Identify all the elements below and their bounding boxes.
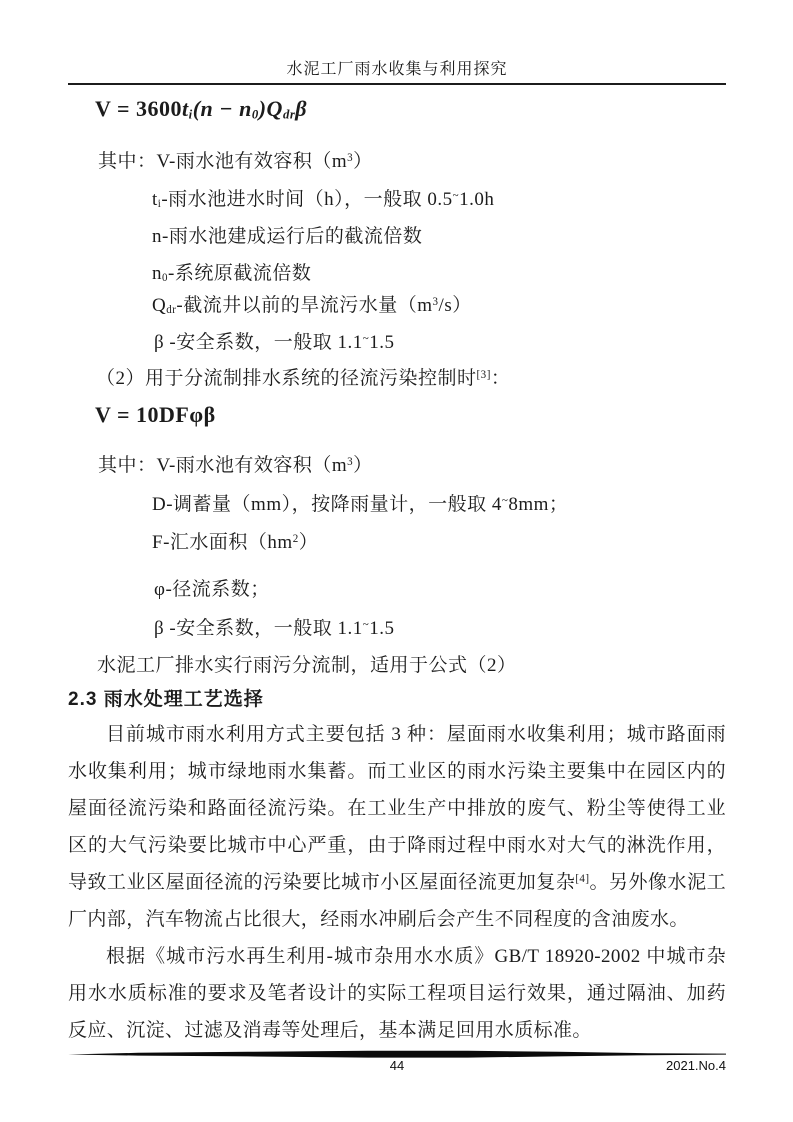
formula-1: $V = 3600t_i(n - n_0)Q_{dr}\beta$ xyxy=(95,96,308,122)
definitions1-t-line: $t_i-$雨水池进水时间（h），一般取 0.5~1.0h xyxy=(152,189,495,211)
where-label-2: 其中： xyxy=(98,455,157,476)
item2-line: （2）用于分流制排水系统的径流污染控制时[3]： xyxy=(96,368,511,389)
definitions2-d-line: D-调蓄量（mm），按降雨量计，一般取 4~8mm； xyxy=(152,494,569,515)
footer-issue: 2021.No.4 xyxy=(666,1058,726,1073)
where-label-1: 其中： xyxy=(98,151,157,172)
definitions1-n0-line: $n_0-$系统原截流倍数 xyxy=(152,263,312,285)
formula-2: V = 10DFφβ xyxy=(95,402,216,427)
definitions2-beta-line: β -安全系数，一般取 1.1~1.5 xyxy=(154,618,395,639)
definitions1-v-line xyxy=(98,146,373,173)
definitions2-v-text: V-雨水池有效容积$(m^3)$ xyxy=(156,455,373,476)
footer-rule xyxy=(68,1046,726,1055)
definitions2-f-line: F-汇水面积$(hm^2)$ xyxy=(152,532,319,553)
definitions1-v-text: V-雨水池有效容积$(m^3)$ xyxy=(156,151,373,172)
note-line: 水泥工厂排水实行雨污分流制，适用于公式（2） xyxy=(97,655,517,676)
definitions1-n-line: n-雨水池建成运行后的截流倍数 xyxy=(152,226,423,247)
paragraph-2: 根据《城市污水再生利用-城市杂用水水质》GB/T 18920-2002 中城市杂用水水质标准的要求及笔者设计的实际工程项目运行效果，通过隔油、加药反应、沉淀、过滤及消毒等处理后，基本满足回用水质标准。 xyxy=(68,946,726,1041)
paragraph-1: 目前城市雨水利用方式主要包括 3 种：屋面雨水收集利用；城市路面雨水收集利用；城市绿地雨水集蓄。而工业区的雨水污染主要集中在园区内的屋面径流污染和路面径流污染。在工业生产中排放的废气、粉尘等使得工业区的大气污染要比城市中心严重，由于降雨过程中雨水对大气的淋洗作用，导致工业区屋面径流的污染要比城市小区屋面径流更加复杂[4]。另外像水泥工厂内部，汽车物流占比很大，经雨水冲刷后会产生不同程度的含油废水。 xyxy=(68,724,726,930)
definitions1-q-line: $Q_{dr}-$截流井以前的旱流污水量$(m^3/s)$ xyxy=(152,295,472,317)
page-header-title: 水泥工厂雨水收集与利用探究 xyxy=(286,61,508,78)
header-rule xyxy=(68,83,726,85)
footer-page-number: 44 xyxy=(389,1058,405,1073)
definitions2-phi-line: φ-径流系数； xyxy=(154,579,270,600)
definitions2-v-line xyxy=(98,450,373,477)
section-heading: 2.3 雨水处理工艺选择 xyxy=(68,689,264,710)
definitions1-beta-line: β -安全系数，一般取 1.1~1.5 xyxy=(154,332,395,353)
